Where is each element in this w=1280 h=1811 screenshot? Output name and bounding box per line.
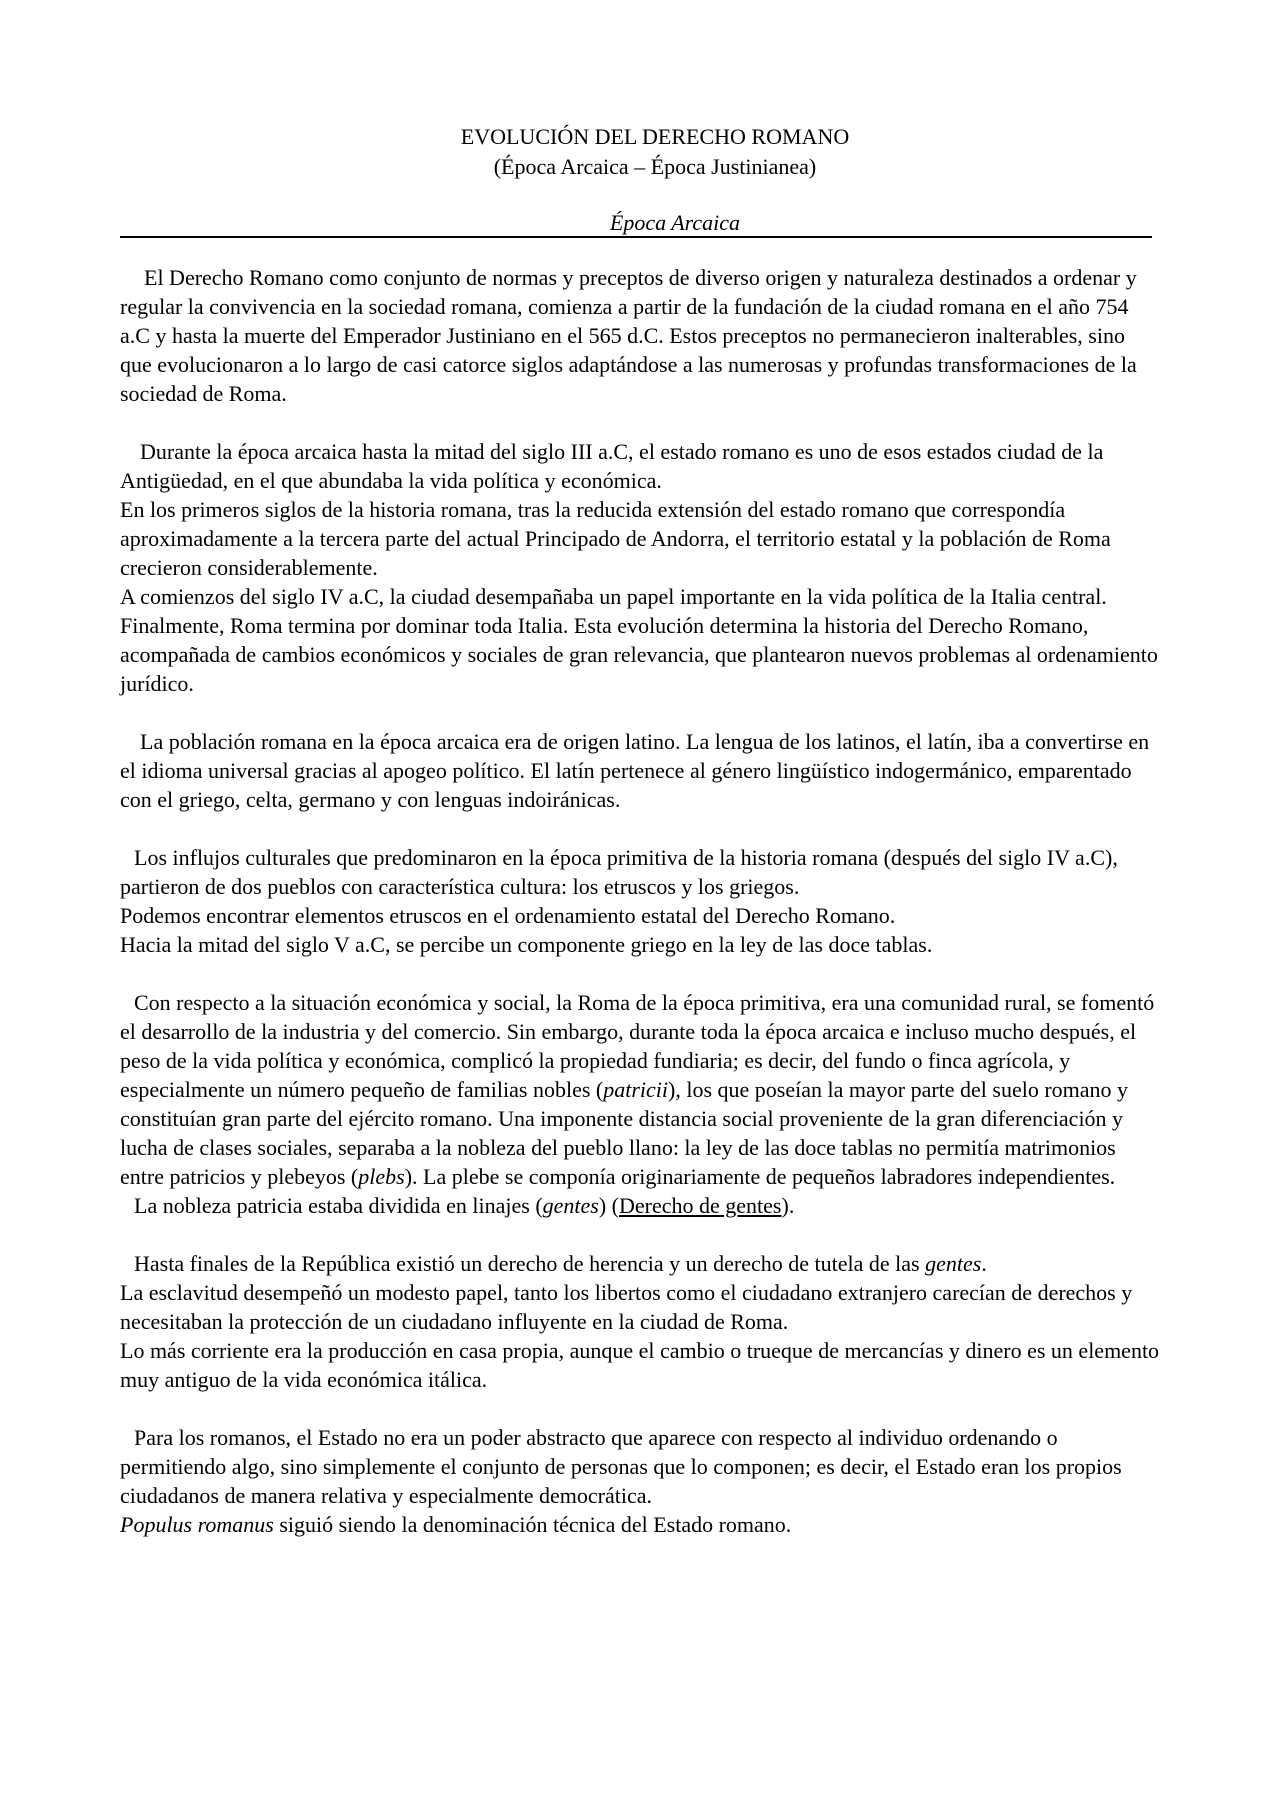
heading-underline-rule xyxy=(120,236,1152,238)
paragraph-epoca-arcaica: Durante la época arcaica hasta la mitad del siglo III a.C, el estado romano es uno de esos estados ciudad de la Antigüedad, en el que abundaba la vida política y económica. xyxy=(120,439,1104,493)
text-run: ). La plebe se componía originariamente de pequeños labradores independientes. xyxy=(404,1164,1116,1189)
term-populus-romanus: Populus romanus xyxy=(120,1512,274,1537)
paragraph-estado: Para los romanos, el Estado no era un poder abstracto que aparece con respecto al individuo ordenando o permitiendo algo, sino simplemente el conjunto de personas que lo componen; es decir, el Estado eran los propios ciudadanos de manera relativa y especialmente democrática. xyxy=(120,1425,1122,1508)
title-block xyxy=(120,122,1150,182)
section-heading-text: Época Arcaica xyxy=(609,210,741,235)
paragraph-esclavitud: La esclavitud desempeñó un modesto papel, tanto los libertos como el ciudadano extranjero carecían de derechos y necesitaban la protección de un ciudadano influyente en la ciudad de Roma. xyxy=(120,1280,1133,1334)
paragraph-siglo-iv: A comienzos del siglo IV a.C, la ciudad desempañaba un papel importante en la vida política de la Italia central. xyxy=(120,584,1107,609)
paragraph-influjos: Los influjos culturales que predominaron en la época primitiva de la historia romana (después del siglo IV a.C), partieron de dos pueblos con característica cultura: los etruscos y los griegos. xyxy=(120,845,1118,899)
paragraph-finalmente: Finalmente, Roma termina por dominar toda Italia. Esta evolución determina la historia del Derecho Romano, acompañada de cambios económicos y sociales de gran relevancia, que plantearon nuevos problemas al ordenamiento jurídico. xyxy=(120,613,1158,696)
paragraph-poblacion: La población romana en la época arcaica era de origen latino. La lengua de los latinos, el latín, iba a convertirse en el idioma universal gracias al apogeo político. El latín pertenece al género lingüístico indogermánico, emparentado con el griego, celta, germano y con lenguas indoiránicas. xyxy=(120,729,1150,812)
paragraph-populus-romanus xyxy=(120,1510,1160,1539)
section-heading xyxy=(120,208,1150,238)
text-run: siguió siendo la denominación técnica del Estado romano. xyxy=(273,1512,792,1537)
paragraph-nobleza xyxy=(120,1191,1160,1220)
term-gentes: gentes xyxy=(925,1251,982,1276)
paragraph-intro: El Derecho Romano como conjunto de normas y preceptos de diverso origen y naturaleza destinados a ordenar y regular la convivencia en la sociedad romana, comienza a partir de la fundación de la ciudad romana en el año 754 a.C y hasta la muerte del Emperador Justiniano en el 565 d.C. Estos preceptos no permanecieron inalterables, sino que evolucionaron a lo largo de casi catorce siglos adaptándose a las numerosas y profundas transformaciones de la sociedad de Roma. xyxy=(120,265,1137,406)
term-gentes: gentes xyxy=(542,1193,599,1218)
body-text xyxy=(120,263,1160,1539)
text-run: La nobleza patricia estaba dividida en linajes ( xyxy=(134,1193,543,1218)
term-patricii: patricii xyxy=(603,1077,669,1102)
text-run: Con respecto a la situación económica y social, la Roma de la época primitiva, era una comunidad rural, se fomentó el desarrollo de la industria y del comercio. Sin embargo, durante toda la época arcaica e incluso mucho después, el peso de la vida política y económica, complicó la propiedad fundiaria; es decir, del fundo o finca agrícola, y especialmente un número pequeño de familias nobles ( xyxy=(120,990,1155,1102)
text-run: ) ( xyxy=(598,1193,620,1218)
text-run: ). xyxy=(781,1193,795,1218)
paragraph-primeros-siglos: En los primeros siglos de la historia romana, tras la reducida extensión del estado romano que correspondía aproximadamente a la tercera parte del actual Principado de Andorra, el territorio estatal y la población de Roma crecieron considerablemente. xyxy=(120,497,1111,580)
derecho-de-gentes-link[interactable]: Derecho de gentes xyxy=(619,1193,782,1218)
document-subtitle: (Época Arcaica – Época Justinianea) xyxy=(493,154,817,179)
term-plebs: plebs xyxy=(358,1164,405,1189)
paragraph-etruscos: Podemos encontrar elementos etruscos en el ordenamiento estatal del Derecho Romano. xyxy=(120,903,896,928)
paragraph-situacion-economica xyxy=(120,988,1160,1191)
paragraph-produccion: Lo más corriente era la producción en casa propia, aunque el cambio o trueque de mercancías y dinero es un elemento muy antiguo de la vida económica itálica. xyxy=(120,1338,1160,1392)
paragraph-republica xyxy=(120,1249,1160,1278)
paragraph-griego: Hacia la mitad del siglo V a.C, se percibe un componente griego en la ley de las doce tablas. xyxy=(120,932,933,957)
text-run: Hasta finales de la República existió un derecho de herencia y un derecho de tutela de las xyxy=(134,1251,926,1276)
text-run: ), los que poseían la mayor parte del suelo romano y constituían gran parte del ejército romano. Una imponente distancia social proveniente de la gran diferenciación y lucha de clases sociales, separaba a la nobleza del pueblo llano: la ley de las doce tablas no permitía matrimonios entre patricios y plebeyos ( xyxy=(120,1077,1129,1189)
document-title: EVOLUCIÓN DEL DERECHO ROMANO xyxy=(460,124,850,149)
text-run: . xyxy=(981,1251,987,1276)
